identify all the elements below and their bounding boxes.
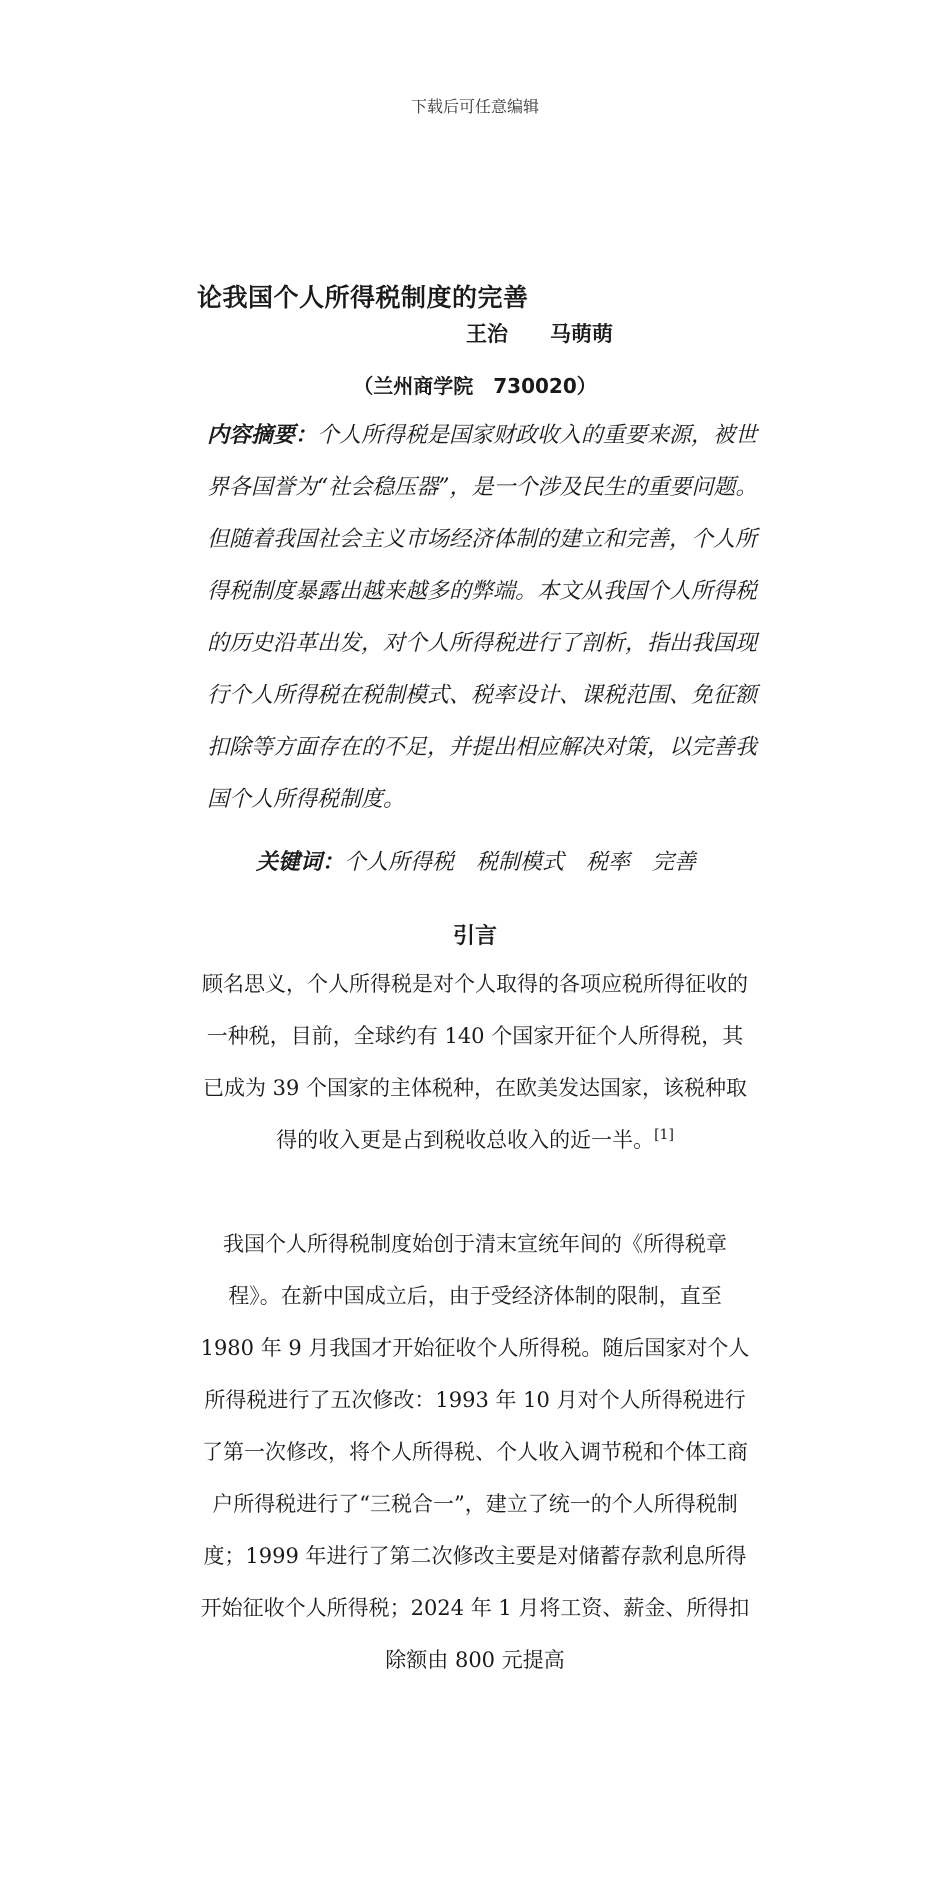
abstract xyxy=(207,410,763,826)
keywords-text: 个人所得税 税制模式 税率 完善 xyxy=(344,850,697,875)
paragraph-2 xyxy=(200,1218,750,1686)
document-title: 论我国个人所得税制度的完善 xyxy=(197,283,529,312)
paragraph-1 xyxy=(200,958,750,1166)
section-heading-introduction: 引言 xyxy=(452,924,497,949)
affiliation: （兰州商学院 730020） xyxy=(353,374,597,398)
paragraph-1-text: 顾名思义，个人所得税是对个人取得的各项应税所得征收的一种税，目前，全球约有 140 个国家开征个人所得税，其已成为 39 个国家的主体税种，在欧美发达国家，该税种取得的收入更是占到税收总收入的近一半。 xyxy=(202,972,748,1152)
footnote-ref-1[interactable]: [1] xyxy=(654,1127,674,1143)
abstract-label: 内容摘要： xyxy=(207,423,318,448)
abstract-text: 个人所得税是国家财政收入的重要来源，被世界各国誉为“社会稳压器”，是一个涉及民生的重要问题。但随着我国社会主义市场经济体制的建立和完善，个人所得税制度暴露出越来越多的弊端。本文从我国个人所得税的历史沿革出发，对个人所得税进行了剖析，指出我国现行个人所得税在税制模式、税率设计、课税范围、免征额扣除等方面存在的不足，并提出相应解决对策，以完善我国个人所得税制度。 xyxy=(207,423,758,812)
authors: 王治 马萌萌 xyxy=(466,322,613,346)
keywords xyxy=(242,820,696,876)
keywords-label: 关键词： xyxy=(256,850,345,875)
page-header-note: 下载后可任意编辑 xyxy=(410,97,539,116)
paragraph-2-text: 我国个人所得税制度始创于清末宣统年间的《所得税章程》。在新中国成立后，由于受经济体制的限制，直至 1980 年 9 月我国才开始征收个人所得税。随后国家对个人所得税进行了五次修改：1993 年 10 月对个人所得税进行了第一次修改，将个人所得税、个人收入调节税和个体工商户所得税进行了“三税合一”，建立了统一的个人所得税制度；1999 年进行了第二次修改主要是对储蓄存款利息所得开始征收个人所得税；2024 年 1 月将工资、薪金、所得扣除额由 800 元提高 xyxy=(200,1232,750,1672)
